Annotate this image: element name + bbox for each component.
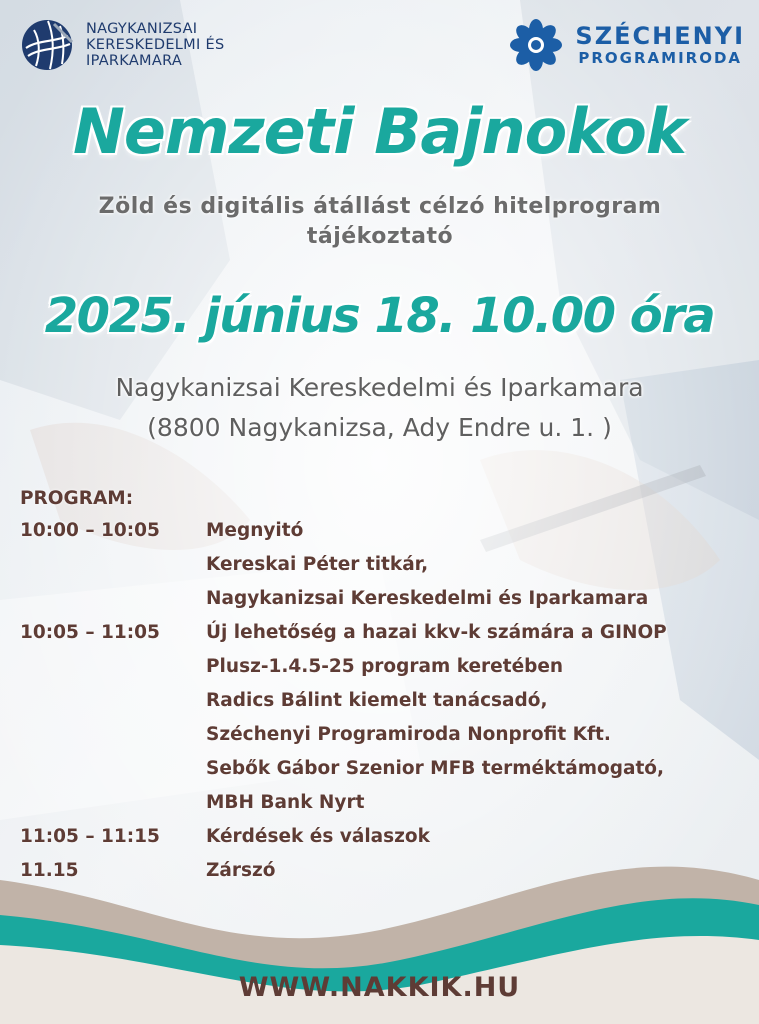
venue-line-2: (8800 Nagykanizsa, Ady Endre u. 1. ) bbox=[147, 413, 612, 442]
program-text: Sebők Gábor Szenior MFB terméktámogató, bbox=[206, 758, 665, 779]
program-schedule bbox=[20, 484, 740, 888]
chamber-logo-line-1: NAGYKANIZSAI bbox=[86, 21, 198, 37]
program-time bbox=[20, 684, 206, 718]
program-row bbox=[20, 616, 740, 650]
subtitle-line-2: tájékoztató bbox=[306, 224, 454, 249]
program-text: Radics Bálint kiemelt tanácsadó, bbox=[206, 690, 548, 711]
program-row bbox=[20, 752, 740, 786]
event-date: 2025. június 18. 10.00 óra bbox=[44, 288, 715, 344]
program-row bbox=[20, 854, 740, 888]
program-text: Kérdések és válaszok bbox=[206, 826, 430, 847]
programiroda-logo-line-1: SZÉCHENYI bbox=[575, 22, 745, 50]
program-text: Széchenyi Programiroda Nonprofit Kft. bbox=[206, 724, 611, 745]
program-time: 10:00 – 10:05 bbox=[20, 520, 160, 541]
subtitle-line-1: Zöld és digitális átállást célzó hitelprogram bbox=[98, 194, 662, 219]
program-time: 10:05 – 11:05 bbox=[20, 622, 160, 643]
program-text: MBH Bank Nyrt bbox=[206, 792, 365, 813]
program-row bbox=[20, 684, 740, 718]
chamber-logo bbox=[20, 18, 224, 72]
program-text: Zárszó bbox=[206, 860, 276, 881]
program-row bbox=[20, 718, 740, 752]
chamber-logo-line-3: IPARKAMARA bbox=[86, 53, 183, 69]
program-text: Új lehetőség a hazai kkv-k számára a GINOP bbox=[206, 622, 667, 643]
program-time: 11:05 – 11:15 bbox=[20, 826, 160, 847]
globe-logo-icon bbox=[20, 18, 74, 72]
program-text: Plusz-1.4.5-25 program keretében bbox=[206, 656, 564, 677]
programiroda-logo-line-2: PROGRAMIRODA bbox=[578, 49, 743, 67]
program-time bbox=[20, 752, 206, 786]
program-time bbox=[20, 582, 206, 616]
venue-line-1: Nagykanizsai Kereskedelmi és Iparkamara bbox=[115, 373, 644, 402]
program-text: Nagykanizsai Kereskedelmi és Iparkamara bbox=[206, 588, 649, 609]
chamber-logo-text bbox=[86, 21, 224, 69]
program-heading: PROGRAM: bbox=[20, 488, 134, 509]
program-row bbox=[20, 548, 740, 582]
program-row bbox=[20, 514, 740, 548]
program-text: Kereskai Péter titkár, bbox=[206, 554, 429, 575]
program-time: 11.15 bbox=[20, 860, 79, 881]
program-row bbox=[20, 786, 740, 820]
program-row bbox=[20, 820, 740, 854]
program-time bbox=[20, 548, 206, 582]
program-row bbox=[20, 582, 740, 616]
event-title: Nemzeti Bajnokok bbox=[72, 95, 687, 168]
programiroda-logo-text bbox=[575, 23, 745, 67]
program-time bbox=[20, 650, 206, 684]
event-venue bbox=[20, 368, 739, 448]
program-text: Megnyitó bbox=[206, 520, 304, 541]
chamber-logo-line-2: KERESKEDELMI ÉS bbox=[86, 37, 225, 53]
program-time bbox=[20, 718, 206, 752]
programiroda-logo bbox=[509, 18, 745, 72]
event-subtitle bbox=[40, 192, 720, 252]
flower-logo-icon bbox=[509, 18, 563, 72]
program-time bbox=[20, 786, 206, 820]
website-link[interactable]: WWW.NAKKIK.HU bbox=[238, 972, 521, 1003]
program-row bbox=[20, 650, 740, 684]
